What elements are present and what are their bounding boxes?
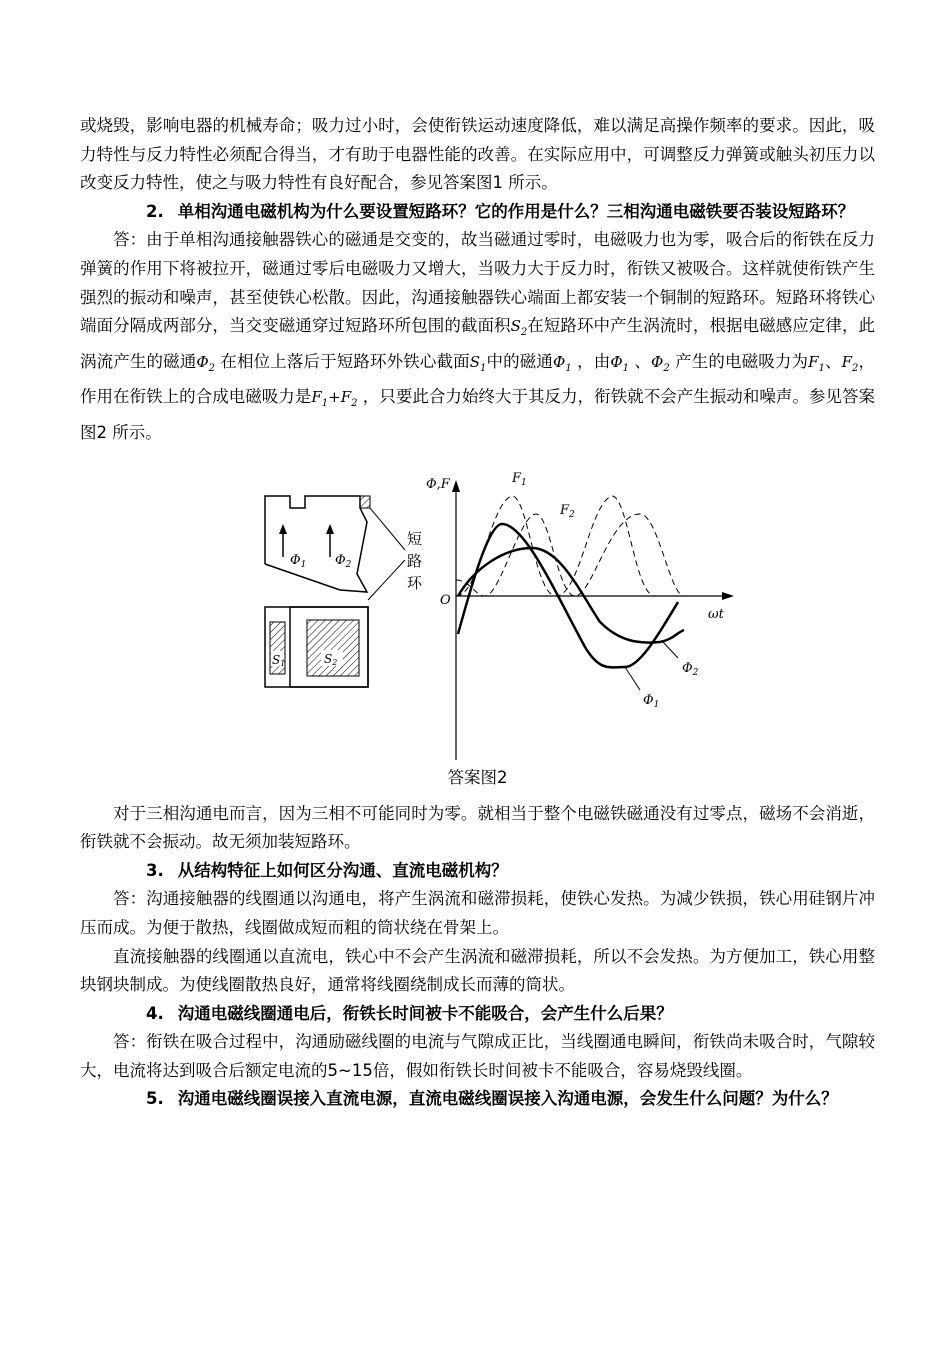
curve-phi2 xyxy=(458,548,684,643)
answer-text: 在相位上落后于短路环外铁心截面 xyxy=(215,351,470,371)
y-axis-label: Φ,F xyxy=(426,476,450,492)
question-number: 3. xyxy=(146,860,164,880)
answer-text: ，由 xyxy=(571,351,611,371)
curve-phi1-leader xyxy=(625,667,640,690)
symbol-s2: $S_2$ xyxy=(510,317,528,339)
question-4 xyxy=(80,1000,875,1029)
question-text: 沟通电磁线圈误接入直流电源，直流电磁线圈误接入沟通电源，会发生什么问题？为什么？ xyxy=(177,1089,838,1109)
answer-text: ，作用在衔铁上的合成电磁吸力是 xyxy=(80,351,876,407)
question-3 xyxy=(80,857,875,886)
symbol-f2: $F_2$ xyxy=(841,352,859,374)
x-axis-label: ωt xyxy=(708,606,724,622)
symbol-phi2: $\Phi_2$ xyxy=(651,352,670,374)
question-number: 4. xyxy=(146,1003,164,1023)
answer-text: 答：由于单相沟通接触器铁心的磁通是交变的，故当磁通过零时，电磁吸力也为零，吸合后的衔铁在反力弹簧的作用下将被拉开，磁通过零后电磁吸力又增大，当吸力大于反力时，衔铁又被吸合。这样就使衔铁产生强烈的振动和噪声，甚至使铁心松散。因此，沟通接触器铁心端面上都安装一个铜制的短路环。短路环将铁心端面分隔成两部分，当交变磁通穿过短路环所包围的截面积 xyxy=(80,230,875,336)
section-label-s1: S1 xyxy=(272,652,286,668)
symbol-phi2: $\Phi_2$ xyxy=(196,352,216,374)
question-text: 沟通电磁线圈通电后，衔铁长时间被卡不能吸合，会产生什么后果？ xyxy=(177,1003,673,1023)
core-label-phi2: $\Phi_2$ xyxy=(335,552,352,570)
leader-line xyxy=(368,560,405,600)
curve-label-phi2: $\Phi_2$ xyxy=(682,660,699,678)
leader-line xyxy=(370,508,405,550)
waveform-plot xyxy=(426,471,734,760)
answer-2 xyxy=(80,226,875,447)
paragraph-intro: 或烧毁，影响电器的机械寿命；吸力过小时，会使衔铁运动速度降低，难以满足高操作频率的要求。因此，吸力特性与反力特性必须配合得当，才有助于电器性能的改善。在实际应用中，可调整反力弹簧或触头初压力以改变反力特性，使之与吸力特性有良好配合，参见答案图1 所示。 xyxy=(80,116,875,193)
question-number: 2. xyxy=(146,201,164,221)
answer-3-dc: 直流接触器的线圈通以直流电，铁心中不会产生涡流和磁滞损耗，所以不会发热。为方便加工，铁心用整块钢块制成。为使线圈散热良好，通常将线圈绕制成长而薄的筒状。 xyxy=(80,946,875,995)
arrowhead-icon xyxy=(326,524,334,534)
document-page xyxy=(80,112,875,1114)
figure-answer-2 xyxy=(80,462,875,764)
origin-label: O xyxy=(440,592,451,608)
curve-label-phi1: $\Phi_1$ xyxy=(643,692,660,710)
curve-phi2-leader xyxy=(663,642,678,658)
shading-ring-top xyxy=(360,496,370,508)
curve-label-f1: $F_1$ xyxy=(512,470,527,488)
answer-4: 答：衔铁在吸合过程中，沟通励磁线圈的电流与气隙成正比，当线圈通电瞬间，衔铁尚未吸合时，气隙较大，电流将达到吸合后额定电流的5~15倍，假如衔铁长时间被卡不能吸合，容易烧毁线圈。 xyxy=(80,1032,875,1080)
core-outline xyxy=(265,496,367,592)
core-diagram xyxy=(265,496,427,687)
symbol-s1: $S_1$ xyxy=(469,352,487,374)
figure-caption: 答案图2 xyxy=(447,767,508,787)
answer-text: ，只要此合力始终大于其反力，衔铁就不会产生振动和噪声。参见答案图2 所示。 xyxy=(80,387,876,442)
figure-drawing xyxy=(80,462,875,764)
symbol-phi1: $\Phi_1$ xyxy=(553,352,572,374)
paragraph-three-phase: 对于三相沟通电而言，因为三相不可能同时为零。就相当于整个电磁铁磁通没有过零点，磁场不会消逝，衔铁就不会振动。故无须加装短路环。 xyxy=(80,803,875,852)
question-number: 5. xyxy=(146,1089,164,1109)
answer-3-ac: 答：沟通接触器的线圈通以沟通电，将产生涡流和磁滞损耗，使铁心发热。为减少铁损，铁心用硅钢片冲压而成。为便于散热，线圈做成短而粗的筒状绕在骨架上。 xyxy=(80,889,875,937)
symbol-phi1: $\Phi_1$ xyxy=(610,352,630,374)
answer-text: 中的磁通 xyxy=(486,351,554,371)
answer-text: 产生的电磁吸力为 xyxy=(669,351,809,371)
shading-ring-label: 短 路 环 xyxy=(407,529,423,592)
answer-text: 、 xyxy=(629,351,652,371)
arrowhead-icon xyxy=(279,524,287,534)
curve-label-f2: $F_2$ xyxy=(560,502,575,520)
section-s2 xyxy=(307,620,359,676)
core-label-phi1: $\Phi_1$ xyxy=(290,552,307,570)
section-label-s2: S2 xyxy=(324,651,338,667)
question-text: 从结构特征上如何区分沟通、直流电磁机构？ xyxy=(177,860,508,880)
question-5 xyxy=(80,1085,875,1114)
question-2 xyxy=(80,198,875,227)
y-axis-arrow-icon xyxy=(452,480,460,492)
symbol-force-sum: $F_1+F_2$ xyxy=(311,388,358,410)
answer-text: 、 xyxy=(824,351,842,371)
question-text: 单相沟通电磁机构为什么要设置短路环？它的作用是什么？三相沟通电磁铁要否装设短路环？ xyxy=(177,201,855,221)
answer-text: 在短路环中产生涡流时，根据电磁感应定律，此涡流产生的磁通 xyxy=(80,316,876,371)
x-axis-arrow-icon xyxy=(722,592,734,600)
symbol-f1: $F_1$ xyxy=(808,352,825,374)
